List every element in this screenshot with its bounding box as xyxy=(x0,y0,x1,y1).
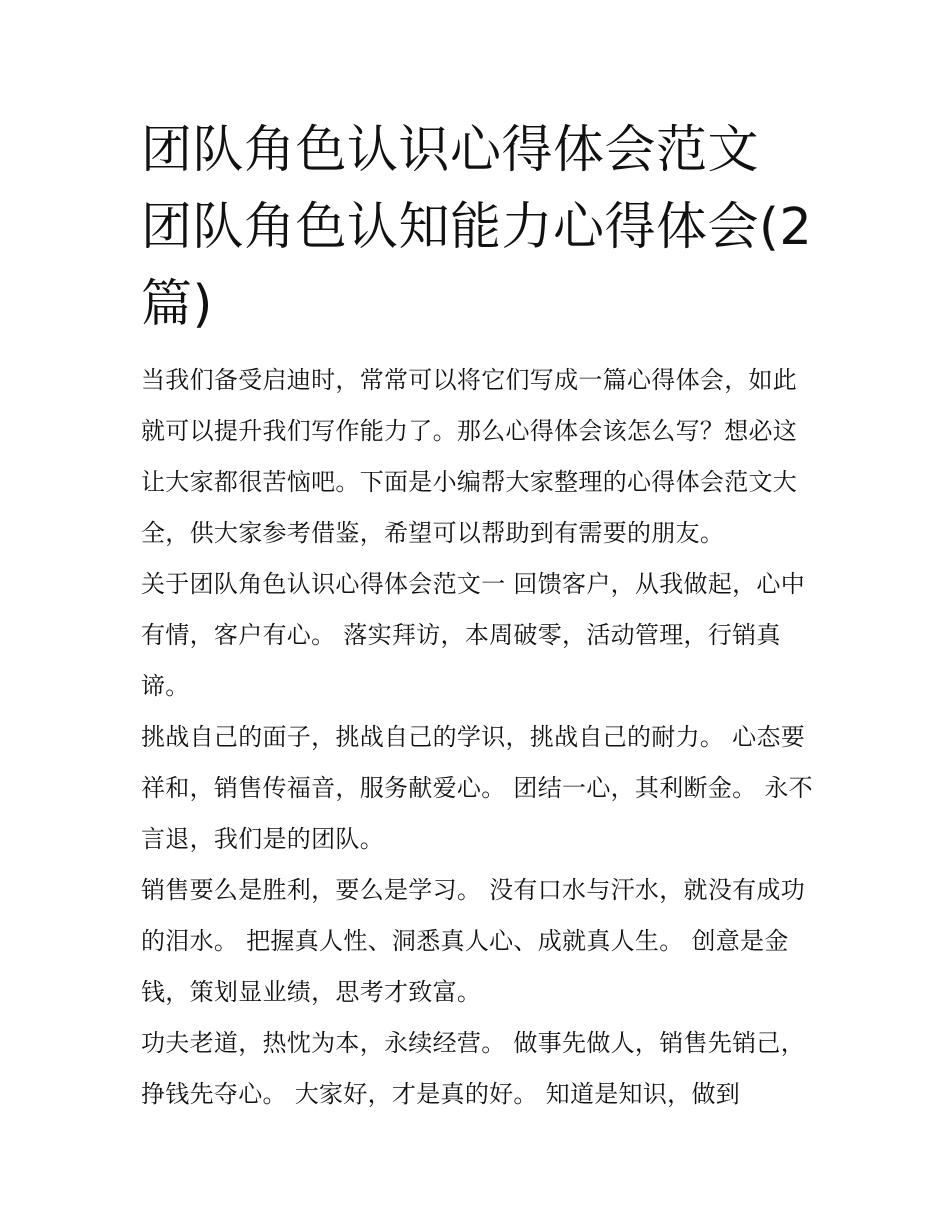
paragraph-4: 功夫老道，热忱为本，永续经营。 做事先做人，销售先销己，挣钱先夺心。 大家好，才是真的好。 知道是知识，做到 xyxy=(141,1029,806,1108)
paragraph-1: 关于团队角色认识心得体会范文一 回馈客户，从我做起，心中有情，客户有心。 落实拜访，本周破零，活动管理，行销真谛。 xyxy=(141,570,806,700)
document-title: 团队角色认识心得体会范文 团队角色认知能力心得体会(2篇) xyxy=(141,121,813,334)
paragraph-3: 销售要么是胜利，要么是学习。 没有口水与汗水，就没有成功的泪水。 把握真人性、洞悉真人心、成就真人生。 创意是金钱，策划显业绩，思考才致富。 xyxy=(141,876,806,1006)
document-body xyxy=(141,112,821,1120)
paragraph-intro: 当我们备受启迪时，常常可以将它们写成一篇心得体会，如此就可以提升我们写作能力了。那么心得体会该怎么写？想必这让大家都很苦恼吧。下面是小编帮大家整理的心得体会范文大全，供大家参考借鉴，希望可以帮助到有需要的朋友。 xyxy=(141,366,798,547)
paragraph-2: 挑战自己的面子，挑战自己的学识，挑战自己的耐力。 心态要祥和，销售传福音，服务献爱心。 团结一心，其利断金。 永不言退，我们是的团队。 xyxy=(141,723,813,853)
